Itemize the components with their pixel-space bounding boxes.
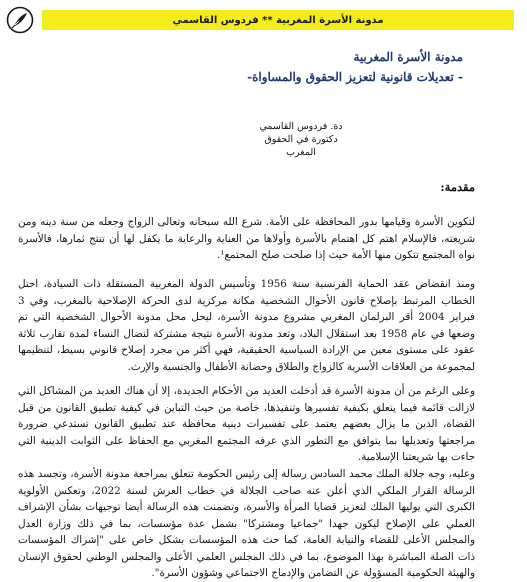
author-country: المغرب [286, 147, 316, 158]
article-title: مدونة الأسرة المغربية [353, 50, 463, 64]
paragraph-history: ومنذ انقضاض عقد الحماية الفرنسية سنة 1956 وتأسيس الدولة المغربية المستقلة ذات السيادة، احتل الخطاب المرتبط بإصلاح قانون الأحوال الشخصية مكانة مركزية لدى الحركة الإصلاحية بالمغرب، وفي 3 فبراير 2004 أقر البرلمان المغربي مشروع مدونة الأسرة، ليحل محل مدونة الأحوال الشخصية التي تم وضعها في عام 1958 بعد استقلال البلاد، وتعد مدونة الأسرة نتيجة مشتركة لنضال النساء لمدة تقارب ثلاثة عقود على مستوى معين من الإرادة السياسية الحقيقية، فهي أكثر من مجرد إصلاح قانوني بسيط، لتنظيمها لمجموعة من العلاقات الأسرية كالزواج والطلاق وحضانة الأطفال والجنسية والإرث. [18, 278, 475, 373]
author-degree: دكتورة في الحقوق [264, 134, 338, 145]
paragraph-royal-letter: وعليه، وجه جلالة الملك محمد السادس رسالة إلى رئيس الحكومة تتعلق بمراجعة مدونة الأسرة، وتجسد هذه الرسالة القرار الملكي الذي أعلن عنه صاحب الجلالة في خطاب العرش لسنة 2022، وتعكس الأولوية الكبرى التي يوليها الملك لتعزيز قضايا المرأة والأسرة، وتضمنت هذه الرسالة أيضا توجيهات بشأن الإشراف العملي على الإصلاح ليكون جهدا "جماعيا ومشتركا" بشمل عدة مؤسسات، بما في ذلك وزارة العدل والمجلس الأعلى للقضاء والنيابة العامة، كما حث هذه المؤسسات بشكل خاص على "إشراك المؤسسات ذات الصلة المباشرة بهذا الموضوع، بما في ذلك المجلس العلمي الأعلى والمجلس الوطني لحقوق الإنسان والهيئة الحكومية المسؤولة عن التضامن والإدماج الاجتماعي وشؤون الأسرة". [18, 468, 475, 580]
author-block [246, 120, 356, 159]
page-banner [6, 6, 520, 34]
section-heading: مقدمة: [440, 180, 475, 194]
paragraph-intro: لتكوين الأسرة وقيامها بدور المحافظة على الأمة. شرع الله سبحانه وتعالى الزواج وجعله من سنة دينه ومن شريعته، فالإسلام اهتم كل اهتمام بالأسرة وأولاها من العناية والرعاية ما يكفل لها أن تنتج ثمارها، فالأسرة نواه المجتمع تتكون منها الأمة حيث إذا صلحت صلح المجتمع¹. [18, 216, 475, 262]
paragraph-issues: وعلى الرغم من أن مدونة الأسرة قد أدخلت العديد من الأحكام الجديدة، إلا أن هناك العديد من المشاكل التي لازالت قائمة فيما يتعلق بكيفية تفسيرها وتنفيذها، خاصة من حيث التباين في كيفية تطبيق القانون من قبل القضاة، الذين ما يزال بعضهم يعتمد على تفسيرات دينية محافظة عند تطبيق القانون تستدعي ضرورة مراجعتها وتعديلها بما يتوافق مع التطور الذي عرفه المجتمع المغربي مع الحفاظ على الثوابت الدينية التي جاءت بها شريعتنا الإسلامية. [18, 385, 475, 464]
article-subtitle: - تعديلات قانونية لتعزيز الحقوق والمساواة- [247, 70, 463, 84]
quill-in-circle-icon [6, 6, 34, 34]
article-header [247, 50, 463, 84]
banner-title: مدونة الأسرة المغربية ** فردوس القاسمي [42, 10, 514, 30]
author-name: دة. فردوس القاسمي [259, 121, 343, 132]
